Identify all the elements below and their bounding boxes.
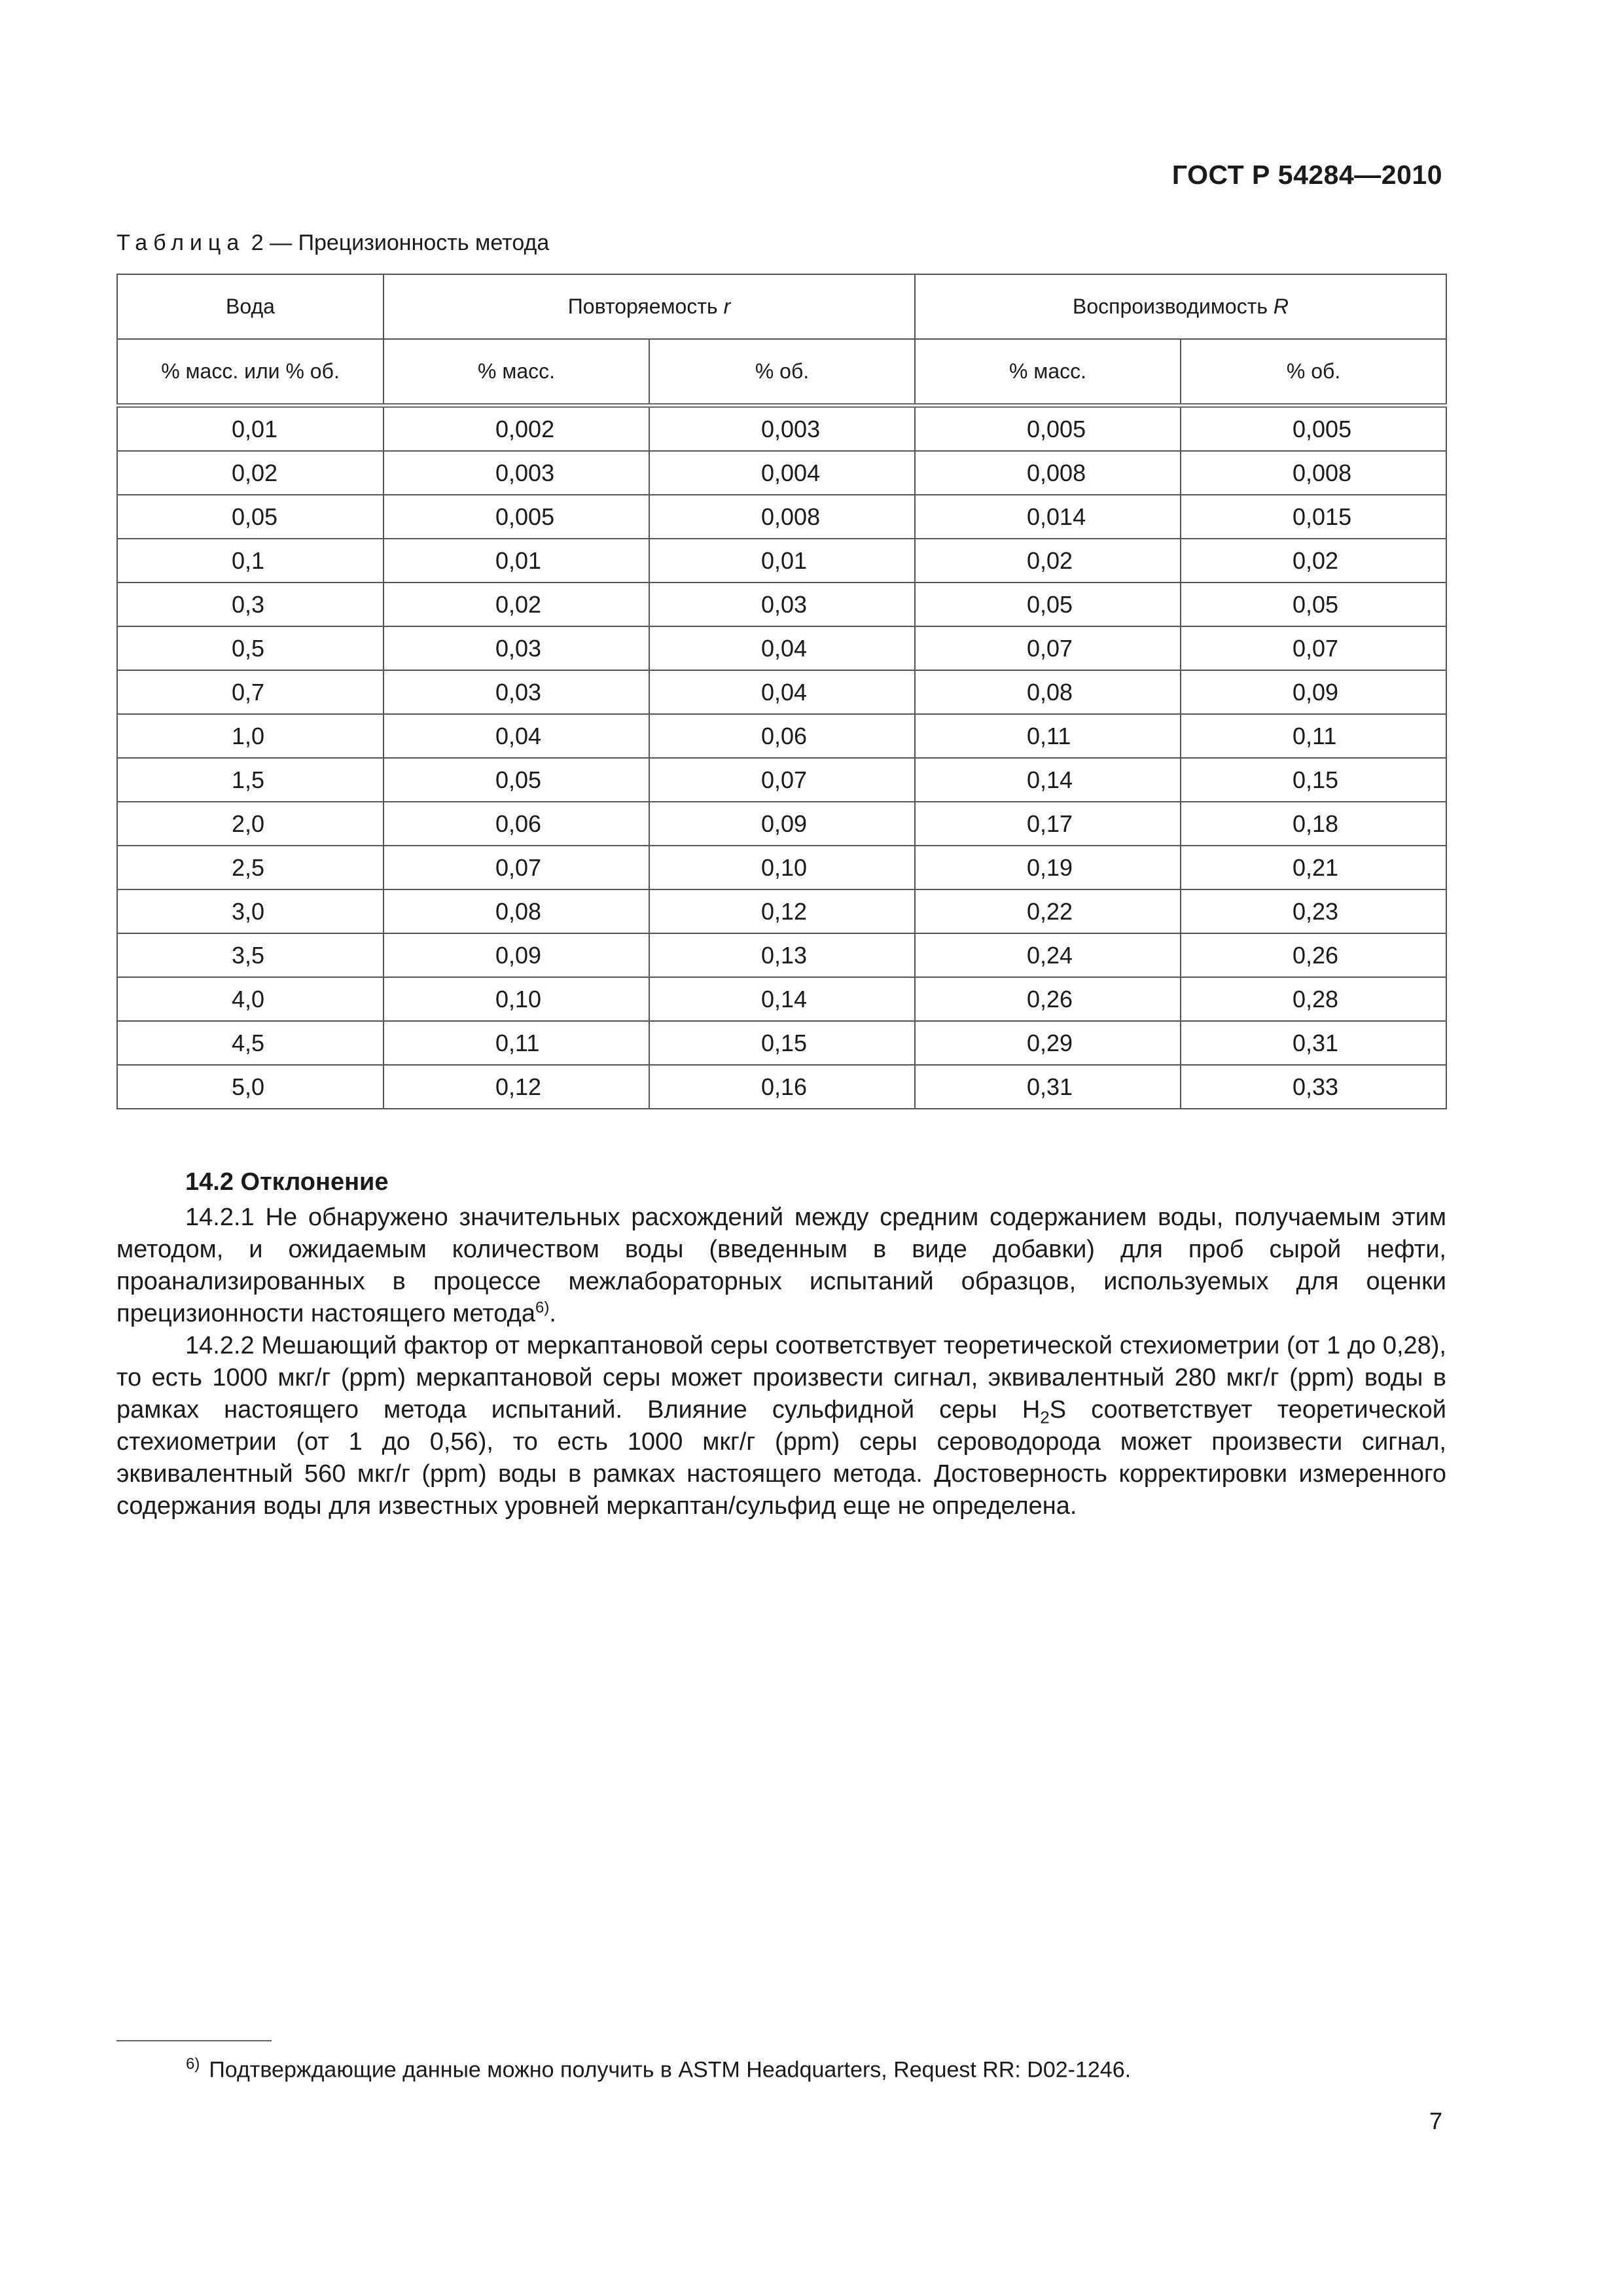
table-cell: 0,05 (383, 758, 649, 802)
header-water: Вода (117, 274, 383, 339)
subheader-cell: % масс. (915, 339, 1181, 406)
table-cell: 0,11 (383, 1021, 649, 1065)
table-row (117, 1065, 1446, 1109)
table-cell: 0,02 (117, 451, 383, 495)
table-cell: 0,002 (383, 406, 649, 452)
table-cell: 0,04 (649, 670, 915, 714)
table-row (117, 758, 1446, 802)
table-row (117, 406, 1446, 452)
header-reproducibility: Воспроизводимость R (915, 274, 1446, 339)
table-cell: 0,01 (649, 539, 915, 583)
table-cell: 0,7 (117, 670, 383, 714)
table-cell: 0,26 (915, 977, 1181, 1021)
table-cell: 0,015 (1181, 495, 1446, 539)
table-cell: 0,10 (383, 977, 649, 1021)
table-cell: 0,09 (649, 802, 915, 846)
table-cell: 0,23 (1181, 889, 1446, 933)
precision-table (116, 274, 1447, 1109)
table-cell: 0,13 (649, 933, 915, 977)
table-row (117, 583, 1446, 626)
table-cell: 0,01 (383, 539, 649, 583)
table-cell: 0,005 (1181, 406, 1446, 452)
table-row (117, 495, 1446, 539)
table-cell: 0,5 (117, 626, 383, 670)
table-cell: 0,14 (915, 758, 1181, 802)
table-cell: 0,005 (915, 406, 1181, 452)
table-cell: 0,008 (1181, 451, 1446, 495)
table-cell: 0,05 (117, 495, 383, 539)
table-row (117, 714, 1446, 758)
table-cell: 0,03 (649, 583, 915, 626)
header-repeatability: Повторяемость r (383, 274, 915, 339)
table-cell: 0,07 (649, 758, 915, 802)
footnote (186, 2055, 1131, 2083)
table-caption-label: Таблица (116, 230, 245, 255)
page-number: 7 (1429, 2108, 1442, 2134)
table-cell: 3,0 (117, 889, 383, 933)
table-cell: 0,06 (649, 714, 915, 758)
repeatability-symbol: r (723, 295, 731, 318)
table-cell: 0,07 (1181, 626, 1446, 670)
table-caption-title: — Прецизионность метода (263, 230, 550, 255)
table-cell: 0,12 (383, 1065, 649, 1109)
table-row (117, 1021, 1446, 1065)
table-cell: 0,21 (1181, 846, 1446, 889)
table-cell: 0,31 (915, 1065, 1181, 1109)
table-cell: 0,008 (649, 495, 915, 539)
paragraph-14-2-1: 14.2.1 Не обнаружено значительных расхождений между средним содержанием воды, получаемым этим методом, и ожидаемым количеством воды (введенным в виде добавки) для проб сырой нефти, проанализированных в процессе межлабораторных испытаний образцов, используемых для оценки прецизионности настоящего метода$^{6)}$. (116, 1204, 1446, 1327)
table-cell: 0,03 (383, 670, 649, 714)
table-cell: 0,11 (1181, 714, 1446, 758)
table-cell: 0,22 (915, 889, 1181, 933)
table-cell: 0,11 (915, 714, 1181, 758)
table-cell: 0,04 (383, 714, 649, 758)
subheader-cell: % об. (649, 339, 915, 406)
table-cell: 0,01 (117, 406, 383, 452)
table-row (117, 802, 1446, 846)
footnote-mark: 6) (186, 2055, 200, 2073)
table-cell: 0,12 (649, 889, 915, 933)
table-cell: 3,5 (117, 933, 383, 977)
table-cell: 0,09 (383, 933, 649, 977)
table-cell: 0,08 (915, 670, 1181, 714)
table-cell: 0,05 (915, 583, 1181, 626)
table-caption-number: 2 (251, 230, 264, 255)
table-cell: 0,28 (1181, 977, 1446, 1021)
table-cell: 4,0 (117, 977, 383, 1021)
table-cell: 0,31 (1181, 1021, 1446, 1065)
table-cell: 0,19 (915, 846, 1181, 889)
table-cell: 0,05 (1181, 583, 1446, 626)
table-row (117, 626, 1446, 670)
table-cell: 2,0 (117, 802, 383, 846)
reproducibility-symbol: R (1273, 295, 1289, 318)
table-cell: 0,29 (915, 1021, 1181, 1065)
table-cell: 0,004 (649, 451, 915, 495)
table-row (117, 889, 1446, 933)
table-cell: 5,0 (117, 1065, 383, 1109)
paragraph-14-2-2: 14.2.2 Мешающий фактор от меркаптановой серы соответствует теоретической стехиометрии (от 1 до 0,28), то есть 1000 мкг/г (ppm) меркаптановой серы может произвести сигнал, эквивалентный 280 мкг/г (ppm) воды в рамках настоящего метода испытаний. Влияние сульфидной серы $H_2S$ соответствует теоретической стехиометрии (от 1 до 0,56), то есть 1000 мкг/г (ppm) серы сероводорода может произвести сигнал, эквивалентный 560 мкг/г (ppm) воды в рамках настоящего метода. Достоверность корректировки измеренного содержания воды для известных уровней меркаптан/сульфид еще не определена. (116, 1332, 1447, 1520)
table-row (117, 451, 1446, 495)
table-cell: 0,08 (383, 889, 649, 933)
table-body (117, 406, 1446, 1109)
table-cell: 0,10 (649, 846, 915, 889)
table-cell: 0,014 (915, 495, 1181, 539)
table-cell: 0,24 (915, 933, 1181, 977)
table-cell: 0,26 (1181, 933, 1446, 977)
table-cell: 0,07 (383, 846, 649, 889)
table-row (117, 539, 1446, 583)
footnote-text: Подтверждающие данные можно получить в ASTM Headquarters, Request RR: D02-1246. (209, 2057, 1132, 2083)
table-cell: 0,17 (915, 802, 1181, 846)
table-cell: 0,15 (649, 1021, 915, 1065)
table-cell: 0,003 (649, 406, 915, 452)
subheader-cell: % масс. или % об. (117, 339, 383, 406)
table-cell: 0,02 (383, 583, 649, 626)
table-cell: 4,5 (117, 1021, 383, 1065)
subheader-cell: % об. (1181, 339, 1446, 406)
footnote-reference[interactable]: 6) (535, 1299, 550, 1317)
table-row (117, 670, 1446, 714)
table-cell: 0,03 (383, 626, 649, 670)
table-cell: 0,14 (649, 977, 915, 1021)
footnote-divider (116, 2040, 272, 2041)
table-row (117, 933, 1446, 977)
table-cell: 1,5 (117, 758, 383, 802)
table-cell: 0,06 (383, 802, 649, 846)
section-title: 14.2 Отклонение (185, 1168, 389, 1196)
table-cell: 0,02 (1181, 539, 1446, 583)
table-cell: 0,1 (117, 539, 383, 583)
table-cell: 0,04 (649, 626, 915, 670)
table-cell: 0,18 (1181, 802, 1446, 846)
table-caption (116, 230, 549, 256)
table-cell: 0,09 (1181, 670, 1446, 714)
table-cell: 0,02 (915, 539, 1181, 583)
table-cell: 0,15 (1181, 758, 1446, 802)
table-cell: 0,07 (915, 626, 1181, 670)
table-cell: 0,008 (915, 451, 1181, 495)
table-cell: 0,16 (649, 1065, 915, 1109)
table-cell: 0,005 (383, 495, 649, 539)
table-cell: 0,33 (1181, 1065, 1446, 1109)
subheader-cell: % масс. (383, 339, 649, 406)
table-cell: 2,5 (117, 846, 383, 889)
table-cell: 0,003 (383, 451, 649, 495)
table-cell: 0,3 (117, 583, 383, 626)
standard-code: ГОСТ Р 54284—2010 (1171, 160, 1442, 190)
table-cell: 1,0 (117, 714, 383, 758)
table-row (117, 846, 1446, 889)
table-row (117, 977, 1446, 1021)
